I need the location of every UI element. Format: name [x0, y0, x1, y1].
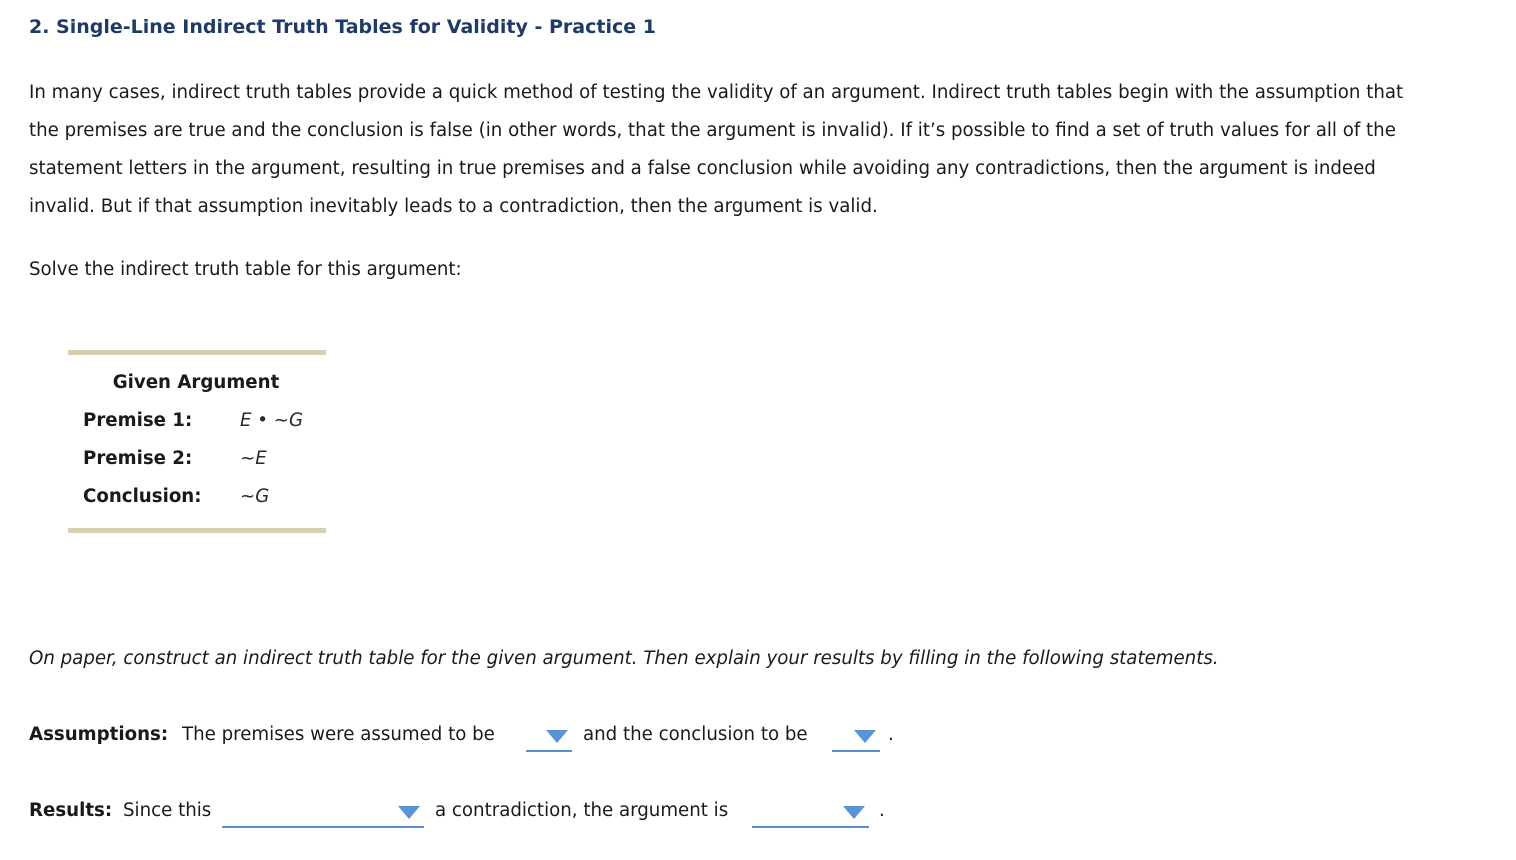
chevron-down-icon — [843, 806, 865, 819]
premise-1-label: Premise 1: — [83, 410, 193, 431]
premise-1-formula: E • ~G — [240, 410, 304, 431]
assumptions-period: . — [888, 724, 894, 745]
results-period: . — [879, 800, 885, 821]
bottom-divider — [68, 528, 326, 533]
solve-prompt: Solve the indirect truth table for this argument: — [29, 259, 462, 280]
given-argument-box — [68, 350, 326, 534]
premise-2-formula: ~E — [240, 448, 267, 469]
chevron-down-icon — [854, 730, 876, 743]
intro-line: statement letters in the argument, resulting in true premises and a false conclusion while avoiding any contradictions, then the argument is indeed — [29, 158, 1376, 179]
premises-truth-dropdown[interactable] — [526, 726, 572, 752]
assumptions-label: Assumptions: — [29, 724, 169, 745]
intro-line: invalid. But if that assumption inevitably leads to a contradiction, then the argument is valid. — [29, 196, 878, 217]
instruction-text: On paper, construct an indirect truth table for the given argument. Then explain your results by filling in the following statements. — [29, 648, 1219, 669]
results-label: Results: — [29, 800, 113, 821]
top-divider — [68, 350, 326, 355]
page-title: 2. Single-Line Indirect Truth Tables for Validity - Practice 1 — [29, 16, 656, 38]
conclusion-truth-dropdown[interactable] — [832, 726, 880, 752]
conclusion-label: Conclusion: — [83, 486, 202, 507]
results-text-1: Since this — [123, 800, 212, 821]
premise-2-label: Premise 2: — [83, 448, 193, 469]
intro-line: In many cases, indirect truth tables provide a quick method of testing the validity of an argument. Indirect truth tables begin with the assumption that — [29, 82, 1404, 103]
results-text-2: a contradiction, the argument is — [435, 800, 729, 821]
validity-dropdown[interactable] — [752, 802, 869, 828]
assumptions-text-1: The premises were assumed to be — [182, 724, 495, 745]
chevron-down-icon — [546, 730, 568, 743]
assumptions-text-2: and the conclusion to be — [583, 724, 808, 745]
chevron-down-icon — [398, 806, 420, 819]
intro-paragraph — [29, 74, 1499, 226]
conclusion-formula: ~G — [240, 486, 270, 507]
contradiction-dropdown[interactable] — [222, 802, 424, 828]
argument-heading: Given Argument — [112, 372, 280, 393]
intro-line: the premises are true and the conclusion is false (in other words, that the argument is invalid). If it’s possible to find a set of truth values for all of the — [29, 120, 1396, 141]
